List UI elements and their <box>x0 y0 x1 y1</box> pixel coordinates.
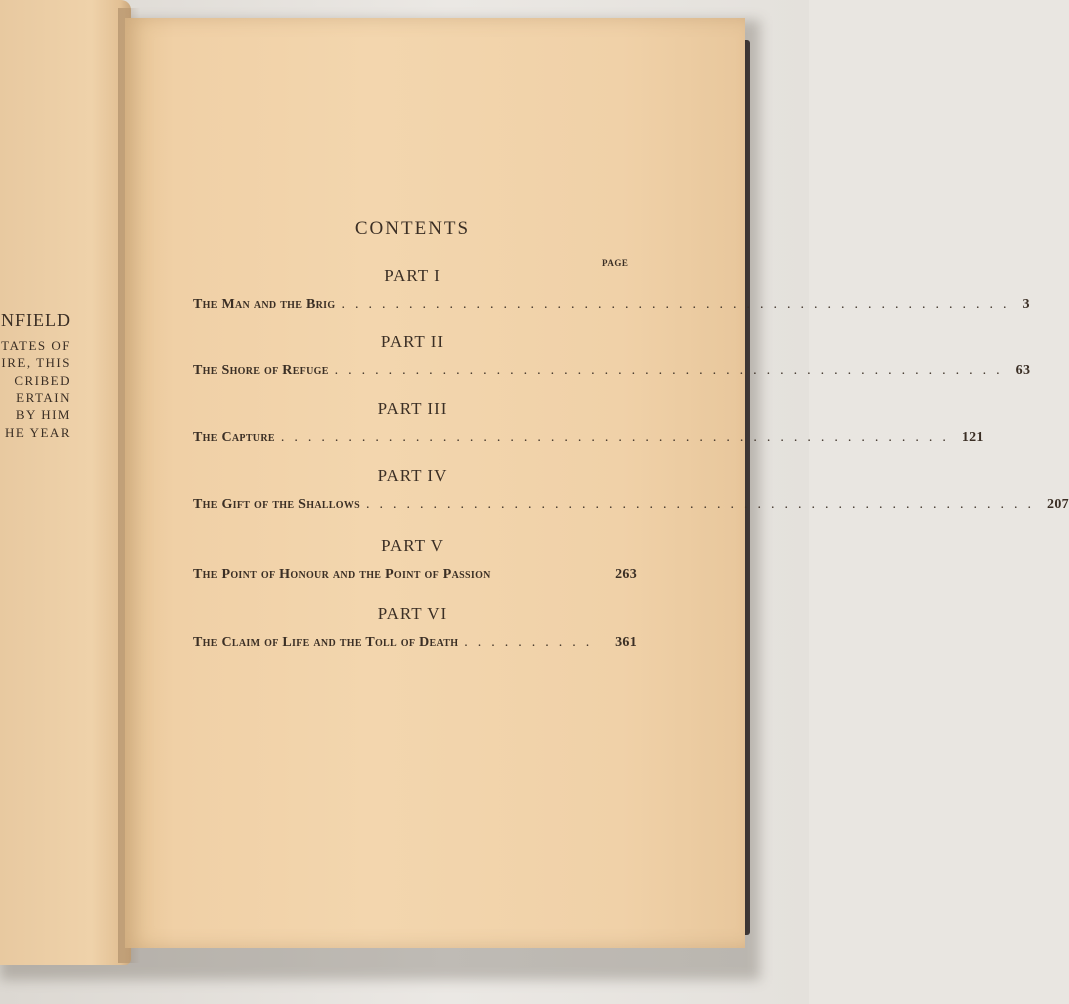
entry-title: The Point of Honour and the Point of Passion <box>193 567 491 582</box>
contents-entry <box>193 363 1031 379</box>
part-heading: PART IV <box>377 466 448 485</box>
entry-title: The Shore of Refuge <box>193 363 329 378</box>
left-page-line: IRE, THIS <box>1 355 71 370</box>
contents-entry <box>193 297 1030 313</box>
entry-title: The Gift of the Shallows <box>193 497 361 512</box>
entry-page-number: 63 <box>1015 363 1031 378</box>
entry-page-number: 263 <box>615 567 637 582</box>
dot-leader: .................................................. <box>366 497 1042 512</box>
right-page <box>125 18 1069 948</box>
dot-leader: .................................................. <box>334 363 1010 378</box>
table-of-contents <box>125 18 1069 948</box>
left-page-line: BY HIM <box>15 407 71 422</box>
left-page-line: ERTAIN <box>16 390 71 405</box>
part-heading: PART II <box>380 332 445 351</box>
left-page-line: TATES OF <box>1 338 71 353</box>
dot-leader: .................................................. <box>280 430 956 445</box>
part-heading: PART V <box>381 536 444 555</box>
part-heading: PART I <box>384 266 441 285</box>
entry-page-number: 121 <box>961 430 984 445</box>
contents-entry <box>193 430 984 446</box>
left-page-line: CRIBED <box>14 373 71 388</box>
contents-entry <box>193 567 637 583</box>
entry-title: The Claim of Life and the Toll of Death <box>193 635 459 650</box>
contents-title: CONTENTS <box>354 218 471 239</box>
entry-page-number: 207 <box>1047 497 1069 512</box>
contents-entry <box>193 635 637 651</box>
entry-title: The Capture <box>193 430 275 445</box>
left-page <box>0 0 131 965</box>
part-heading: PART VI <box>377 604 448 623</box>
page-column-label: PAGE <box>602 258 629 268</box>
dot-leader: .................................................. <box>341 297 1017 312</box>
left-page-name: NFIELD <box>1 310 71 330</box>
entry-page-number: 361 <box>615 635 637 650</box>
part-heading: PART III <box>377 399 448 418</box>
left-page-line: HE YEAR <box>5 425 71 440</box>
entry-title: The Man and the Brig <box>193 297 336 312</box>
contents-entry <box>193 497 1069 513</box>
entry-page-number: 3 <box>1022 297 1030 312</box>
dot-leader: .......... <box>464 635 600 650</box>
